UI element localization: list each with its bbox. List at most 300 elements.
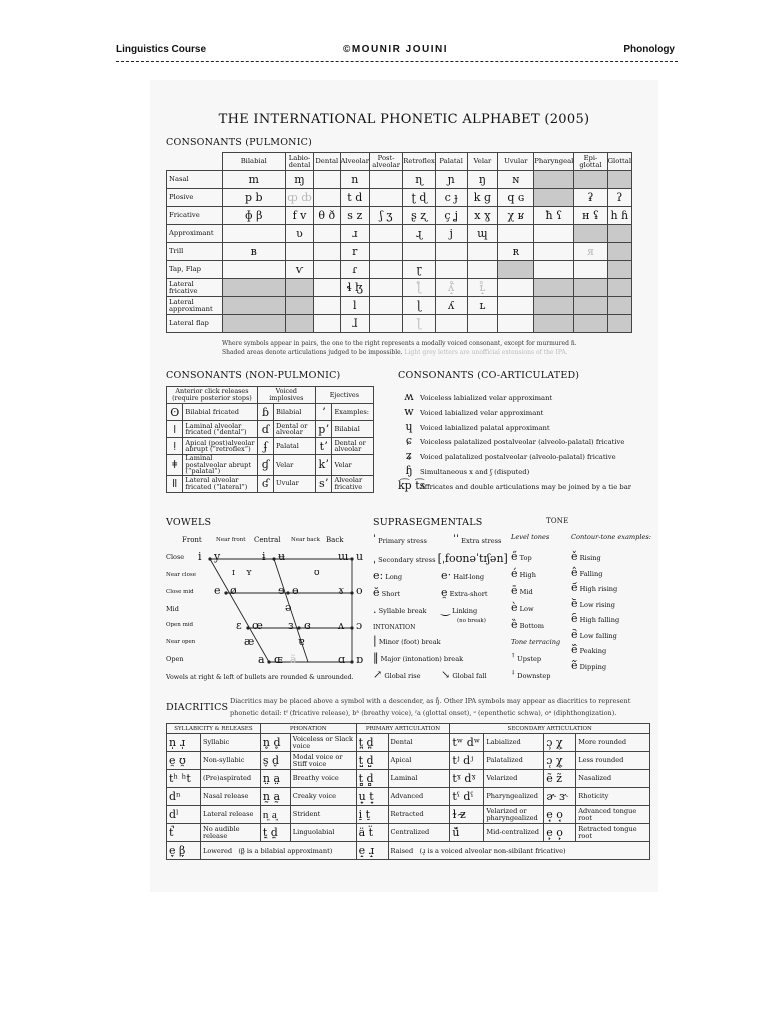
diacritic-row [167, 752, 650, 770]
nonpulmonic-symbol: tʼ [315, 438, 332, 455]
pulmonic-cell [534, 171, 574, 189]
vowel-open-o: ɔ [356, 619, 363, 632]
secondary-stress-row [373, 552, 508, 565]
contour-tone-symbol: e᷄ [571, 581, 578, 594]
diacritic-label: Pharyngealized [484, 788, 544, 806]
pulmonic-cell: ʙ [222, 243, 285, 261]
nonpulmonic-label: Bilabial [332, 421, 374, 438]
pulmonic-cell: ʡ [574, 189, 607, 207]
nonpulmonic-symbol: ɓ [257, 404, 273, 421]
lowered-note: (β̞ is a bilabial approximant) [238, 846, 333, 855]
diacritic-label: Syllabic [200, 734, 260, 752]
pulmonic-cell: ȹ ȸ [285, 189, 313, 207]
diacritic-symbol: dˡ [167, 806, 201, 824]
diacritics-intro-2: phonetic detail: tᶠ (fricative release), bʱ (breathy voice), ˀa (glottal onset), ᵊ (epenthetic schwa), oᶷ (diphthongization). [230, 709, 617, 717]
pulmonic-row-label: Lateral flap [167, 315, 223, 333]
pulmonic-row [167, 243, 632, 261]
contour-tone-label: Low falling [579, 631, 617, 640]
major-break-label: Major (intonation) break [380, 655, 464, 663]
vowel-barred-u: ʉ [278, 550, 286, 563]
upstep-label: Upstep [517, 655, 542, 663]
author-copyright: ©MOUNIR JOUINI [342, 44, 449, 55]
nonpulmonic-label: Bilabial fricated [183, 404, 257, 421]
contour-tone-item [571, 550, 601, 563]
contour-tone-item [571, 659, 606, 672]
coarticulated-item [398, 390, 658, 405]
pulmonic-row [167, 171, 632, 189]
pulmonic-cell: c ɟ [435, 189, 467, 207]
pulmonic-cell [370, 243, 403, 261]
long-label: Long [385, 573, 403, 581]
nonpulmonic-symbol: ʘ [167, 404, 183, 421]
vowel-reversed-epsilon: ɜ [288, 619, 294, 632]
pulmonic-cell: ʃ ʒ [370, 207, 403, 225]
pulmonic-cell: θ ð [314, 207, 341, 225]
diacritics-heading: DIACRITICS [166, 702, 229, 713]
diacritic-symbol: t̪ d̪ [356, 734, 388, 752]
vowel-ash: æ [244, 635, 255, 648]
nonpulmonic-label: Velar [332, 455, 374, 476]
extra-stress-mark: ˈˈ [453, 533, 460, 546]
diacritic-label: Palatalized [484, 752, 544, 770]
nonpulmonic-heading: CONSONANTS (NON-PULMONIC) [166, 370, 341, 381]
diacritic-symbol: t̻ d̻ [356, 770, 388, 788]
contour-tones-heading: Contour-tone examples: [571, 533, 652, 541]
diacritic-symbol: n͈ a͈ [260, 806, 290, 824]
coarticulated-desc: Voiced labialized palatal approximant [420, 423, 550, 432]
diacritic-symbol: tʲ dʲ [450, 752, 484, 770]
diacritic-symbol: ɔ̹ χ̹ [544, 734, 576, 752]
intonation-label: INTONATION [373, 624, 416, 631]
primary-stress-row [373, 533, 427, 546]
pulmonic-heading: CONSONANTS (PULMONIC) [166, 137, 313, 148]
course-title: Linguistics Course [116, 44, 207, 55]
syllable-break-label: Syllable break [378, 607, 427, 615]
diacritic-label: Breathy voice [290, 770, 356, 788]
contour-tone-symbol: e᷆ [571, 627, 578, 641]
diacritic-label: Velarized or pharyngealized [484, 806, 544, 824]
vowel-turned-m: ɯ [338, 550, 349, 563]
level-tone-item [511, 567, 536, 580]
chart-title: THE INTERNATIONAL PHONETIC ALPHABET (2005) [218, 112, 590, 127]
pulmonic-row-label: Approximant [167, 225, 223, 243]
nonpulmonic-table [166, 386, 374, 493]
diacritic-label: Non-syllabic [200, 752, 260, 770]
pulmonic-col-7: Velar [467, 153, 498, 171]
lowered-symbol: e̞ β̞ [167, 842, 201, 860]
page-header [116, 44, 675, 60]
level-tone-symbol: é [511, 567, 518, 580]
nonpulmonic-label: Bilabial [274, 404, 316, 421]
global-rise-label: Global rise [384, 672, 421, 680]
pulmonic-cell: ç ʝ [435, 207, 467, 225]
diacritic-symbol: ɔ̜ χ̜ [544, 752, 576, 770]
pulmonic-cell: ɸ β [222, 207, 285, 225]
diacritic-label: Nasalized [576, 770, 650, 788]
raised-symbol: e̝ ɹ̝ [356, 842, 388, 860]
pulmonic-cell [370, 189, 403, 207]
halflong-label: Half-long [453, 573, 485, 581]
diacritic-label: Advanced tongue root [576, 806, 650, 824]
diacritic-row [167, 806, 650, 824]
pulmonic-cell [534, 225, 574, 243]
vowel-small-i: ɪ [232, 568, 235, 578]
nonpulmonic-label: Laminal postalveolar abrupt (“palatal”) [183, 455, 257, 476]
implosives-header: Voiced implosives [257, 387, 315, 404]
extra-stress-label: Extra stress [461, 537, 502, 545]
coarticulated-item [398, 464, 658, 479]
diacritic-symbol: n̥ d̥ [260, 734, 290, 752]
vowel-col-back: Back [326, 536, 344, 544]
syllable-break-row [373, 603, 427, 616]
contour-tone-label: Low rising [579, 600, 615, 609]
pulmonic-cell [370, 171, 403, 189]
pulmonic-row-label: Lateral fricative [167, 279, 223, 297]
pulmonic-cell: ʎ [435, 297, 467, 315]
linking-note: (no break) [457, 618, 486, 624]
halflong-row [441, 569, 484, 582]
minor-break-symbol: | [373, 634, 377, 647]
pulmonic-cell [370, 315, 403, 333]
nonpulmonic-row [167, 438, 374, 455]
pulmonic-cell [574, 315, 607, 333]
contour-tone-label: High rising [579, 585, 618, 593]
level-tone-label: High [519, 571, 536, 579]
coarticulated-symbol: ʍ [404, 390, 414, 403]
diacritic-label: Centralized [388, 824, 450, 842]
coarticulated-desc: Affricates and double articulations may be joined by a tie bar [420, 482, 632, 491]
nonpulmonic-row [167, 421, 374, 438]
diacritic-symbol: e̯ ʊ̯ [167, 752, 201, 770]
vowel-y: y [214, 550, 221, 563]
pulmonic-col-10: Epi-glottal [574, 153, 607, 171]
vowel-col-nearfront: Near front [216, 537, 246, 543]
pulmonic-cell [314, 261, 341, 279]
nonpulmonic-label: Examples: [332, 404, 374, 421]
vowel-trapezoid [166, 528, 366, 688]
diacritic-label: Mid-centralized [484, 824, 544, 842]
diacritic-label: (Pre)aspirated [200, 770, 260, 788]
diacritic-symbol: t̚ [167, 824, 201, 842]
vowel-script-a: ɑ [338, 653, 346, 666]
secondary-articulation-header: SECONDARY ARTICULATION [450, 724, 650, 734]
pulmonic-cell [403, 243, 436, 261]
nonpulmonic-symbol: ǁ [167, 475, 183, 492]
vowel-small-y: ʏ [246, 568, 252, 578]
diacritic-row-lowered-raised [167, 842, 650, 860]
pulmonic-cell: я [574, 243, 607, 261]
diacritic-symbol: tʷ dʷ [450, 734, 484, 752]
pulmonic-row [167, 279, 632, 297]
minor-break-row [373, 634, 441, 647]
diacritic-label: Advanced [388, 788, 450, 806]
pulmonic-note-shaded [222, 349, 568, 356]
diacritic-symbol: ẽ z̃ [544, 770, 576, 788]
pulmonic-cell: ɰ [467, 225, 498, 243]
diacritic-symbol: tˤ dˤ [450, 788, 484, 806]
pulmonic-cell [435, 261, 467, 279]
pulmonic-cell [222, 279, 285, 297]
pulmonic-cell: ʋ [285, 225, 313, 243]
coarticulated-item [398, 449, 658, 464]
diacritic-label: More rounded [576, 734, 650, 752]
diacritic-symbol: i̠ t̠ [356, 806, 388, 824]
pulmonic-cell: ʀ [498, 243, 534, 261]
vowel-turned-a: ɐ [298, 635, 305, 648]
pulmonic-col-4: Post-alveolar [370, 153, 403, 171]
pulmonic-cell [314, 243, 341, 261]
diacritic-label: Retracted tongue root [576, 824, 650, 842]
pulmonic-cell [607, 297, 631, 315]
pulmonic-cell: ʟ [467, 297, 498, 315]
vowel-row-close: Close [166, 553, 185, 561]
pulmonic-cell: χ ʁ [498, 207, 534, 225]
nonpulmonic-symbol: pʼ [315, 421, 332, 438]
lowered-label: Lowered [202, 846, 233, 855]
upstep-symbol: ꜛ [511, 651, 516, 664]
pulmonic-cell: h ɦ [607, 207, 631, 225]
ejectives-header: Ejectives [315, 387, 373, 404]
pulmonic-cell [607, 315, 631, 333]
pulmonic-row [167, 207, 632, 225]
contour-tone-symbol: e᷉ [571, 658, 578, 672]
diacritic-symbol: t̼ d̼ [260, 824, 290, 842]
pulmonic-col-3: Alveolar [340, 153, 370, 171]
vowel-col-nearback: Near back [291, 537, 320, 543]
vowel-col-central: Central [254, 536, 281, 544]
pulmonic-cell [285, 315, 313, 333]
phonation-header: PHONATION [260, 724, 356, 734]
vowel-chart [166, 528, 366, 688]
vowel-row-nearopen: Near open [166, 639, 196, 645]
level-tone-label: Bottom [519, 622, 544, 630]
pulmonic-cell: ⱱ [285, 261, 313, 279]
pulmonic-cell [534, 297, 574, 315]
pulmonic-cell [607, 225, 631, 243]
pulmonic-cell [574, 171, 607, 189]
global-fall-symbol: ↘ [441, 668, 451, 681]
level-tone-label: Mid [519, 588, 533, 596]
pulmonic-cell: ʂ ʐ [403, 207, 436, 225]
level-tone-item [511, 584, 533, 597]
diacritic-label: Apical [388, 752, 450, 770]
vowel-a: a [258, 653, 265, 666]
diacritic-symbol: n̤ a̤ [260, 770, 290, 788]
diacritic-label: Velarized [484, 770, 544, 788]
pulmonic-cell: p b [222, 189, 285, 207]
pulmonic-cell [370, 225, 403, 243]
vowel-row-closemid: Close mid [166, 589, 194, 595]
pulmonic-cell: ɭ [403, 297, 436, 315]
level-tone-symbol: ē [511, 584, 518, 597]
pulmonic-cell [574, 297, 607, 315]
diacritic-label: Lateral release [200, 806, 260, 824]
pulmonic-cell: j [435, 225, 467, 243]
diacritic-label: Laminal [388, 770, 450, 788]
contour-tone-symbol: ê [571, 565, 578, 579]
diacritic-symbol: n̩ ɹ̩ [167, 734, 201, 752]
nonpulmonic-row [167, 404, 374, 421]
diacritic-label: Modal voice or Stiff voice [290, 752, 356, 770]
pulmonic-cell [574, 261, 607, 279]
level-tone-symbol: è [511, 601, 518, 614]
upstep-row [511, 651, 541, 664]
vowel-col-front: Front [182, 536, 202, 544]
contour-tone-symbol: e᷈ [571, 643, 578, 656]
diacritic-symbol: ɫ z̴ [450, 806, 484, 824]
pulmonic-cell [314, 171, 341, 189]
pulmonic-cell: ɬ ɮ [340, 279, 370, 297]
diacritic-label: Nasal release [200, 788, 260, 806]
vowel-epsilon: ɛ [236, 619, 242, 632]
pulmonic-row [167, 225, 632, 243]
raised-cell [388, 842, 649, 860]
pulmonic-row-label: Tap, Flap [167, 261, 223, 279]
pulmonic-cell [534, 243, 574, 261]
contour-tone-item [571, 566, 602, 579]
pulmonic-cell [314, 225, 341, 243]
nonpulmonic-label: Uvular [274, 475, 316, 492]
pulmonic-col-5: Retroflex [403, 153, 436, 171]
tone-heading: TONE [546, 517, 569, 525]
raised-label: Raised [390, 846, 414, 855]
syllable-break-symbol: . [373, 603, 377, 616]
nonpulmonic-symbol: sʼ [315, 475, 332, 492]
pulmonic-cell [435, 315, 467, 333]
pulmonic-row-label: Nasal [167, 171, 223, 189]
pulmonic-cell [607, 243, 631, 261]
tone-terracing-label: Tone terracing [511, 638, 561, 646]
level-tone-label: Low [519, 605, 534, 613]
linking-symbol: ‿ [441, 603, 450, 616]
nonpulmonic-label: Dental or alveolar [274, 421, 316, 438]
nonpulmonic-symbol: ǀ [167, 421, 183, 438]
diacritic-label: Rhoticity [576, 788, 650, 806]
diacritic-label: Labialized [484, 734, 544, 752]
pulmonic-cell [498, 261, 534, 279]
vowel-e: e [214, 584, 221, 597]
short-symbol: ĕ [373, 586, 380, 599]
coarticulated-desc: Voiceless palatalized postalveolar (alveolo-palatal) fricative [420, 438, 625, 447]
extrashort-symbol: e̯ [441, 586, 448, 599]
vowel-closed-epsilon: ɞ [304, 619, 311, 632]
pulmonic-cell [222, 261, 285, 279]
contour-tone-label: Rising [579, 554, 601, 562]
pulmonic-cell: ɻ [403, 225, 436, 243]
coarticulated-symbol: ɕ [405, 434, 413, 448]
contour-tone-label: Dipping [579, 662, 607, 671]
vowel-barred-o: ɵ [292, 584, 299, 597]
raised-note: (ɹ̝ is a voiced alveolar non-sibilant fricative) [419, 846, 566, 855]
nonpulmonic-row [167, 475, 374, 492]
pulmonic-cell: l [340, 297, 370, 315]
vowel-i: i [198, 550, 202, 563]
pulmonic-cell: ʈ ɖ [403, 189, 436, 207]
pulmonic-cell: t d [340, 189, 370, 207]
pulmonic-cell [607, 171, 631, 189]
level-tone-label: Top [519, 554, 532, 562]
nonpulmonic-symbol: kʼ [315, 455, 332, 476]
downstep-symbol: ꜜ [511, 668, 516, 681]
vowel-wedge: ʌ [338, 619, 345, 632]
secondary-stress-mark: ˌ [373, 552, 377, 565]
level-tone-item [511, 618, 544, 631]
pulmonic-cell [467, 315, 498, 333]
vowel-row-nearclose: Near close [166, 572, 196, 578]
pulmonic-cell [498, 225, 534, 243]
diacritic-label: Retracted [388, 806, 450, 824]
diacritic-row [167, 824, 650, 842]
vowel-schwa: ə [285, 601, 292, 614]
pulmonic-col-8: Uvular [498, 153, 534, 171]
diacritic-label: Less rounded [576, 752, 650, 770]
pulmonic-cell [574, 279, 607, 297]
vowel-o-slash: ø [230, 584, 237, 597]
pulmonic-cell: ɱ [285, 171, 313, 189]
vowel-oe: œ [252, 619, 263, 632]
pulmonic-cell: ɹ [340, 225, 370, 243]
pulmonic-cell: r [340, 243, 370, 261]
diacritic-label: Strident [290, 806, 356, 824]
nonpulmonic-label: Alveolar fricative [332, 475, 374, 492]
vowel-upsilon: ʊ [314, 568, 320, 578]
diacritic-symbol: e̙ o̙ [544, 824, 576, 842]
pulmonic-cell [534, 315, 574, 333]
diacritics-table [166, 723, 650, 860]
pulmonic-cell: ɴ [498, 171, 534, 189]
coarticulated-heading: CONSONANTS (CO-ARTICULATED) [398, 370, 580, 381]
nonpulmonic-label: Dental or alveolar [332, 438, 374, 455]
contour-tone-symbol: e᷇ [571, 612, 578, 625]
pulmonic-row [167, 261, 632, 279]
header-divider [116, 61, 678, 62]
vowel-u: u [356, 550, 364, 563]
short-row [373, 586, 400, 599]
vowel-o: o [356, 584, 363, 597]
nonpulmonic-label: Lateral alveolar fricated (“lateral”) [183, 475, 257, 492]
diacritic-symbol: tˠ dˠ [450, 770, 484, 788]
pulmonic-col-2: Dental [314, 153, 341, 171]
pulmonic-cell [314, 279, 341, 297]
pulmonic-cell [222, 225, 285, 243]
diacritic-symbol: ä ẗ [356, 824, 388, 842]
vowel-rams-horn: ɤ [338, 584, 345, 597]
coarticulated-item [398, 405, 658, 420]
primary-articulation-header: PRIMARY ARTICULATION [356, 724, 450, 734]
coarticulated-desc: Simultaneous x and ʃ (disputed) [420, 467, 530, 476]
pulmonic-cell [498, 315, 534, 333]
nonpulmonic-symbol: ǃ [167, 438, 183, 455]
linking-label: Linking [451, 607, 478, 615]
nonpulmonic-label: Palatal [274, 438, 316, 455]
pulmonic-col-9: Pharyngeal [534, 153, 574, 171]
vowel-row-open: Open [166, 655, 184, 663]
vowel-row-mid: Mid [166, 605, 179, 613]
pulmonic-cell [314, 297, 341, 315]
pulmonic-cell [314, 189, 341, 207]
coarticulated-symbol: ɥ [405, 419, 413, 433]
pulmonic-cell: ŋ [467, 171, 498, 189]
pulmonic-cell [498, 279, 534, 297]
diacritic-symbol: n̰ a̰ [260, 788, 290, 806]
pulmonic-row-label: Plosive [167, 189, 223, 207]
pulmonic-cell [534, 189, 574, 207]
downstep-label: Downstep [517, 672, 551, 680]
diacritic-symbol: u̟ t̟ [356, 788, 388, 806]
downstep-row [511, 668, 550, 681]
subject-title: Phonology [623, 44, 675, 55]
pulmonic-cell [574, 225, 607, 243]
